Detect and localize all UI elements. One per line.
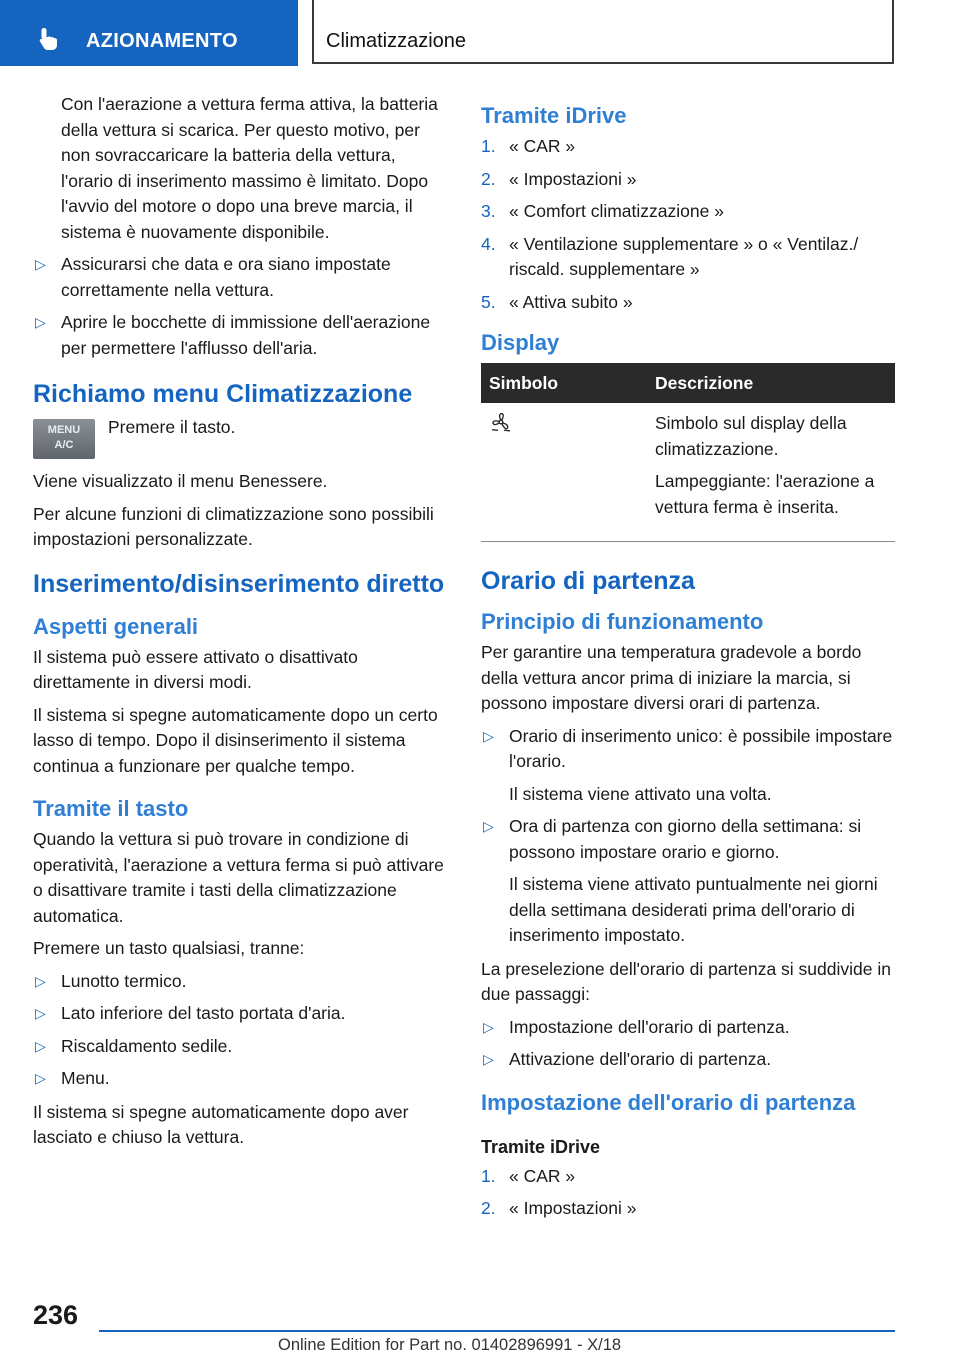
edition-text: Online Edition for Part no. 01402896991 - X/18 xyxy=(278,1336,622,1354)
triangle-bullet-icon: ▷ xyxy=(35,1070,46,1086)
setting-sub-heading: Tramite iDrive xyxy=(481,1136,601,1157)
table-header-symbol: Simbolo xyxy=(481,363,647,403)
triangle-bullet-icon: ▷ xyxy=(35,1037,46,1054)
list-item: ▷ Menu. xyxy=(33,1066,447,1092)
key-paragraph-2: Premere un tasto qualsiasi, tranne: xyxy=(33,938,305,958)
list-item: 3. « Comfort climatizzazione » xyxy=(481,201,724,221)
menu-instruction xyxy=(33,415,447,465)
table-row xyxy=(481,403,895,542)
list-item: ▷ Assicurarsi che data e ora siano impostate correttamente nella vettura. xyxy=(35,254,391,300)
list-item: ▷ Lato inferiore del tasto portata d'aria. xyxy=(33,1001,447,1027)
general-paragraph-1: Il sistema può essere attivato o disattivato direttamente in diversi modi. xyxy=(33,646,358,692)
direct-heading: Inserimento/disinserimento diretto xyxy=(33,569,445,598)
page-header xyxy=(0,0,960,66)
triangle-bullet-icon: ▷ xyxy=(35,1005,46,1021)
list-item: ▷ Orario di inserimento unico: è possibile impostare l'orario. Il sistema viene attivato una volta. xyxy=(483,725,893,804)
list-item: 4. « Ventilazione supplementare » o « Ventilaz./ riscald. supplementare » xyxy=(481,233,859,279)
principle-heading: Principio di funzionamento xyxy=(481,609,764,634)
menu-press-text: Premere il tasto. xyxy=(108,417,236,437)
list-item: ▷ Aprire le bocchette di immissione dell'aerazione per permettere l'afflusso dell'aria. xyxy=(35,312,431,358)
general-heading: Aspetti generali xyxy=(33,613,199,639)
key-paragraph-1: Quando la vettura si può trovare in condizione di operatività, l'aerazione a vettura ferma si può attivare o disattivare tramite i tasti della climatizzazione automatica. xyxy=(33,829,444,926)
key-paragraph-3: Il sistema si spegne automaticamente dopo aver lasciato e chiuso la vettura. xyxy=(33,1101,409,1147)
hand-pointer-icon xyxy=(36,26,62,57)
menu-paragraph-1: Viene visualizzato il menu Benessere. xyxy=(33,471,328,491)
list-item: 1. « CAR » xyxy=(481,136,576,156)
triangle-bullet-icon: ▷ xyxy=(483,1018,494,1035)
left-column xyxy=(33,92,447,1158)
principle-paragraph-1: Per garantire una temperatura gradevole a bordo della vettura ancor prima di iniziare la marcia, si possono impostare diversi orari di partenza. xyxy=(481,642,862,713)
departure-heading: Orario di partenza xyxy=(481,567,695,595)
principle-bullet-list xyxy=(481,724,895,949)
display-heading: Display xyxy=(481,330,560,355)
ventilation-fan-icon xyxy=(489,417,513,437)
menu-heading: Richiamo menu Climatizzazione xyxy=(33,380,413,408)
list-item: ▷ Attivazione dell'orario di partenza. xyxy=(481,1047,895,1073)
triangle-bullet-icon: ▷ xyxy=(35,972,46,989)
list-item: ▷ Lunotto termico. xyxy=(33,969,447,995)
table-cell-description: Simbolo sul display della climatizzazione. Lampeggiante: l'aerazione a vettura ferma è inserita. xyxy=(647,403,895,542)
triangle-bullet-icon: ▷ xyxy=(483,1051,494,1067)
display-table xyxy=(481,363,895,542)
setting-heading: Impostazione dell'orario di partenza xyxy=(481,1089,856,1115)
intro-paragraph: Con l'aerazione a vettura ferma attiva, la batteria della vettura si scarica. Per questo motivo, per non sovraccaricare la batteria della vettura, l'orario di inserimento massimo è limitato. Dopo l'avvio del motore o dopo una breve marcia, il sistema è nuovamente disponibile. xyxy=(61,94,438,242)
table-header-description: Descrizione xyxy=(647,363,895,403)
page-number: 236 xyxy=(33,1300,79,1330)
list-item: 1. « CAR » xyxy=(481,1165,576,1186)
general-paragraph-2: Il sistema si spegne automaticamente dopo un certo lasso di tempo. Dopo il disinserimento il sistema continua a funzionare per qualche tempo. xyxy=(33,704,438,776)
intro-bullet-list xyxy=(33,252,447,361)
chapter-tab[interactable] xyxy=(0,0,298,66)
key-bullet-list xyxy=(33,969,447,1092)
footer-divider xyxy=(99,1330,895,1332)
steps-bullet-list xyxy=(481,1015,895,1073)
menu-ac-button-image: MENU A/C xyxy=(33,419,95,459)
section-title: Climatizzazione xyxy=(326,30,467,52)
key-heading: Tramite il tasto xyxy=(33,796,189,821)
principle-paragraph-2: La preselezione dell'orario di partenza si suddivide in due passaggi: xyxy=(481,958,891,1004)
list-item: 5. « Attiva subito » xyxy=(481,291,633,312)
setting-steps xyxy=(481,1164,895,1222)
chapter-title: AZIONAMENTO xyxy=(86,30,238,52)
list-item: 2. « Impostazioni » xyxy=(481,168,637,189)
triangle-bullet-icon: ▷ xyxy=(35,314,46,330)
triangle-bullet-icon: ▷ xyxy=(483,727,494,744)
triangle-bullet-icon: ▷ xyxy=(483,818,494,834)
table-cell-symbol xyxy=(481,403,647,542)
section-box xyxy=(312,0,894,64)
list-item: 2. « Impostazioni » xyxy=(481,1198,637,1218)
menu-paragraph-2: Per alcune funzioni di climatizzazione sono possibili impostazioni personalizzate. xyxy=(33,503,434,549)
idrive-heading: Tramite iDrive xyxy=(481,103,627,128)
list-item: ▷ Riscaldamento sedile. xyxy=(33,1034,447,1060)
right-column xyxy=(481,92,895,1230)
idrive-steps xyxy=(481,134,895,315)
list-item: ▷ Impostazione dell'orario di partenza. xyxy=(481,1015,895,1041)
triangle-bullet-icon: ▷ xyxy=(35,256,46,272)
list-item: ▷ Ora di partenza con giorno della settimana: si possono impostare orario e giorno. Il sistema viene attivato puntualmente nei giorni della settimana desiderati prima dell'orario di inserimento impostato. xyxy=(483,816,878,945)
